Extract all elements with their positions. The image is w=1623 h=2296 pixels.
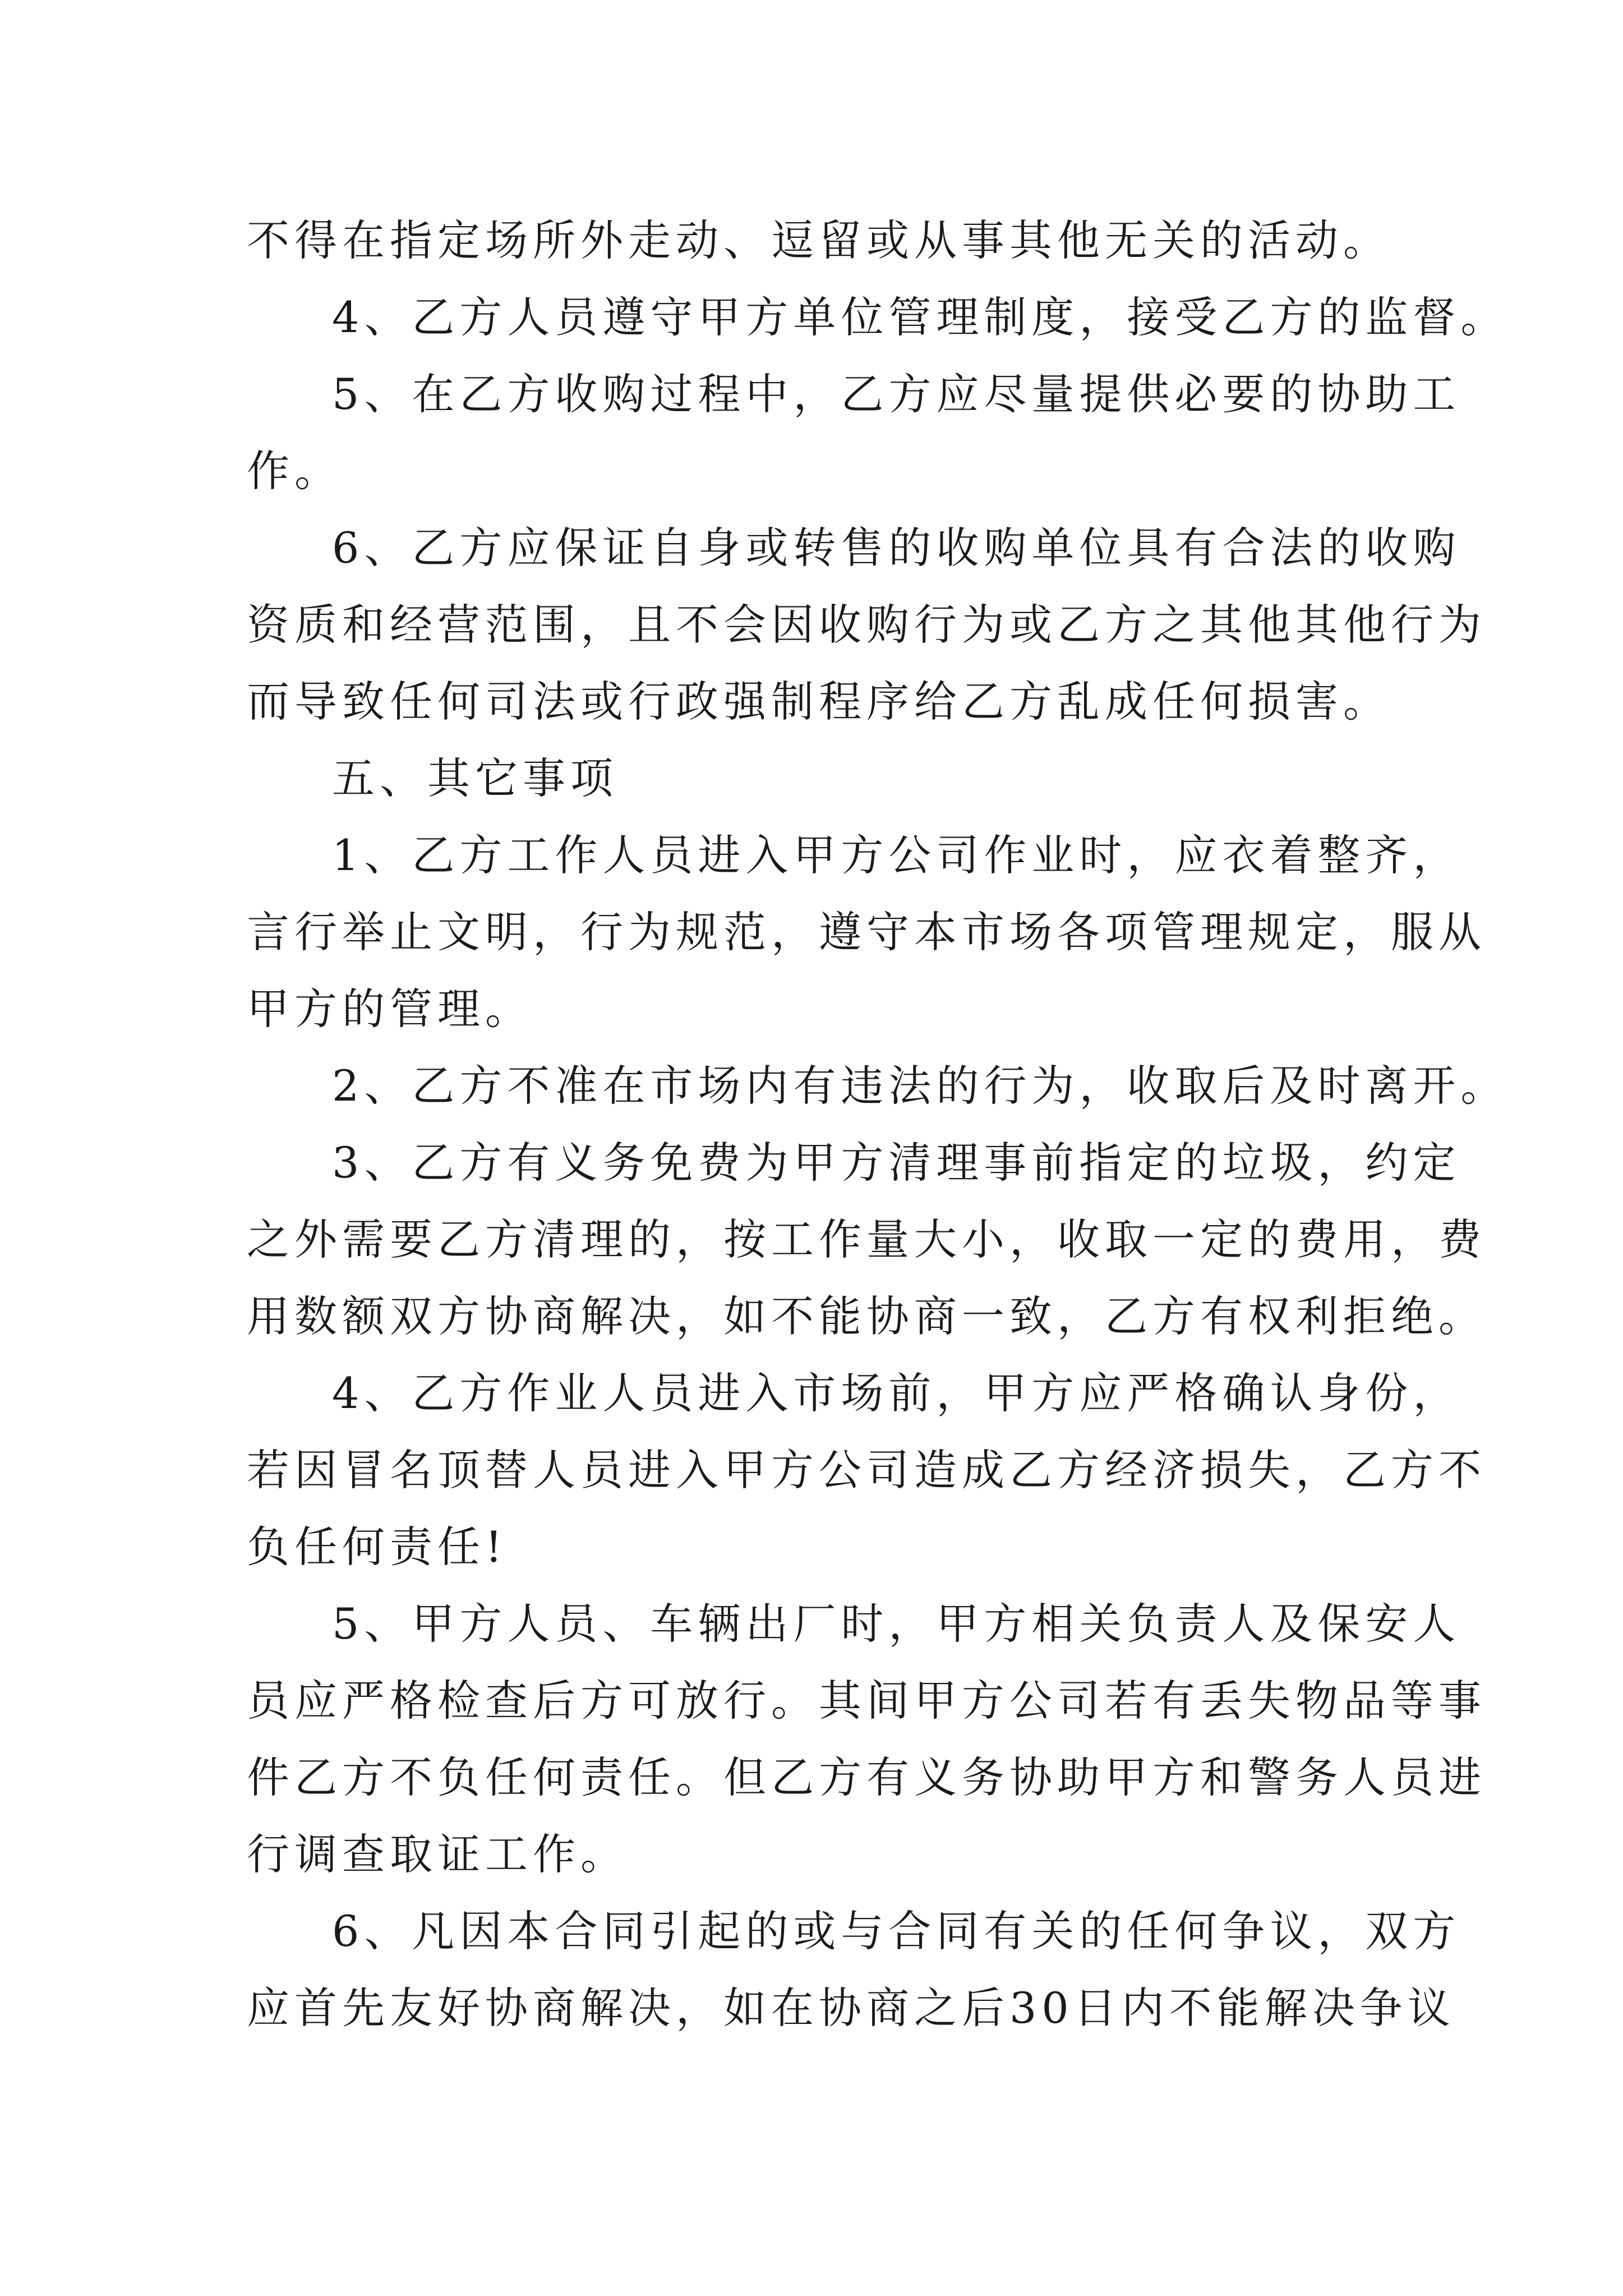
- text-line: 而导致任何司法或行政强制程序给乙方乱成任何损害。: [247, 677, 1391, 726]
- document-body: [247, 202, 1509, 2046]
- text-line: 作。: [247, 446, 342, 496]
- text-line: 负任何责任!: [247, 1522, 508, 1572]
- text-line: 员应严格检查后方可放行。其间甲方公司若有丢失物品等事: [247, 1676, 1486, 1726]
- text-line: 4、乙方人员遵守甲方单位管理制度，接受乙方的监督。: [332, 292, 1509, 342]
- text-line: 资质和经营范围，且不会因收购行为或乙方之其他其他行为: [247, 600, 1486, 650]
- text-line: 4、乙方作业人员进入市场前，甲方应严格确认身份，: [332, 1368, 1461, 1418]
- text-line: 不得在指定场所外走动、逗留或从事其他无关的活动。: [247, 215, 1391, 265]
- text-line: 3、乙方有义务免费为甲方清理事前指定的垃圾，约定: [332, 1138, 1461, 1188]
- text-line: 甲方的管理。: [247, 984, 533, 1034]
- text-line: 之外需要乙方清理的，按工作量大小，收取一定的费用，费: [247, 1214, 1486, 1264]
- text-line: 应首先友好协商解决，如在协商之后30日内不能解决争议: [247, 1983, 1455, 2033]
- text-line: 5、在乙方收购过程中，乙方应尽量提供必要的协助工: [332, 369, 1461, 419]
- text-line: 言行举止文明，行为规范，遵守本市场各项管理规定，服从: [247, 907, 1486, 957]
- text-line: 若因冒名顶替人员进入甲方公司造成乙方经济损失，乙方不: [247, 1445, 1486, 1495]
- text-line: 6、乙方应保证自身或转售的收购单位具有合法的收购: [332, 523, 1461, 573]
- text-line: 件乙方不负任何责任。但乙方有义务协助甲方和警务人员进: [247, 1752, 1486, 1802]
- text-line: 用数额双方协商解决，如不能协商一致，乙方有权利拒绝。: [247, 1291, 1486, 1341]
- section-heading: 五、其它事项: [332, 753, 618, 803]
- text-line: 2、乙方不准在市场内有违法的行为，收取后及时离开。: [332, 1061, 1509, 1111]
- text-line: 行调查取证工作。: [247, 1829, 628, 1879]
- text-line: 1、乙方工作人员进入甲方公司作业时，应衣着整齐，: [332, 830, 1461, 880]
- text-line: 5、甲方人员、车辆出厂时，甲方相关负责人及保安人: [332, 1599, 1461, 1649]
- text-line: 6、凡因本合同引起的或与合同有关的任何争议，双方: [332, 1906, 1461, 1956]
